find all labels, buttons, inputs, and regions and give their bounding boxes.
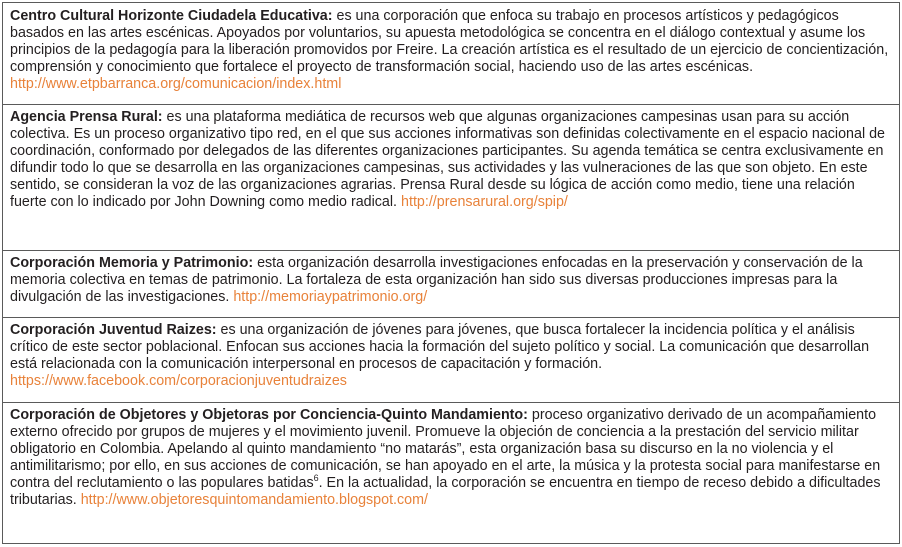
organizations-table [2, 2, 900, 544]
table-row [3, 104, 899, 250]
table-row [3, 3, 899, 104]
organization-name: Corporación de Objetores y Objetoras por Conciencia-Quinto Mandamiento: [10, 407, 528, 423]
organization-name: Centro Cultural Horizonte Ciudadela Educativa: [10, 8, 333, 24]
organization-description: es una corporación que enfoca su trabajo en procesos artísticos y pedagógicos basados en las artes escénicas. Apoyados por voluntarios, su apuesta metodológica se concentra en el diálogo contextual y asume los principios de la pedagogía para la liberación promovidos por Freire. La creación artística es el resultado de un ejercicio de concientización, comprensión y conocimiento que fortalece el proyecto de transformación social, haciendo uso de las artes escénicas. [10, 8, 889, 75]
table-row [3, 250, 899, 317]
organization-link[interactable]: http://memoriaypatrimonio.org/ [233, 288, 428, 305]
organization-link[interactable]: http://prensarural.org/spip/ [401, 193, 568, 210]
organization-name: Corporación Juventud Raizes: [10, 322, 217, 338]
table-row [3, 402, 899, 543]
organization-description: es una organización de jóvenes para jóvenes, que busca fortalecer la incidencia política y el análisis crítico de este sector poblacional. Enfocan sus acciones hacia la formación del sujeto político y social. La comunicación que desarrollan está relacionada con la comunicación interpersonal en procesos de capacitación y formación. [10, 322, 870, 372]
organization-description-continued: . En la actualidad, la corporación se encuentra en tiempo de receso debido a dificultades tributarias. [10, 474, 881, 508]
table-row [3, 317, 899, 402]
organization-name: Corporación Memoria y Patrimonio: [10, 255, 254, 271]
organization-link[interactable]: http://www.objetoresquintomandamiento.blogspot.com/ [80, 491, 429, 508]
organization-description: es una plataforma mediática de recursos web que algunas organizaciones campesinas usan para su acción colectiva. Es un proceso organizativo tipo red, en el que sus acciones informativas son definidas colectivamente en el espacio nacional de coordinación, conformado por delegados de las diferentes organizaciones participantes. Su agenda temática se centra exclusivamente en difundir todo lo que se desarrolla en las organizaciones campesinas, sus actividades y las vulneraciones de las que son objeto. En este sentido, se consideran la voz de las organizaciones agrarias. Prensa Rural desde su lógica de acción como medio, tiene una relación fuerte con lo indicado por John Downing como medio radical. [10, 109, 886, 210]
organization-name: Agencia Prensa Rural: [10, 109, 163, 125]
organization-link[interactable]: https://www.facebook.com/corporacionjuventudraizes [10, 372, 347, 389]
organization-link[interactable]: http://www.etpbarranca.org/comunicacion/index.html [10, 75, 342, 92]
footnote-marker: 6 [313, 472, 319, 483]
organization-description: proceso organizativo derivado de un acompañamiento externo ofrecido por grupos de mujeres y el movimiento juvenil. Promueve la objeción de conciencia a la prestación del servicio militar obligatorio en Colombia. Apelando al quinto mandamiento “no matarás”, esta organización basa su discurso en la no violencia y el antimilitarismo; por ello, en sus acciones de comunicación, se han apoyado en el arte, la música y la protesta social para manifestarse en contra del reclutamiento o las populares batidas [10, 407, 881, 491]
organization-description: esta organización desarrolla investigaciones enfocadas en la preservación y conservación de la memoria colectiva en temas de patrimonio. La fortaleza de esta organización han sido sus diversas producciones impresas para la divulgación de las investigaciones. [10, 255, 863, 305]
